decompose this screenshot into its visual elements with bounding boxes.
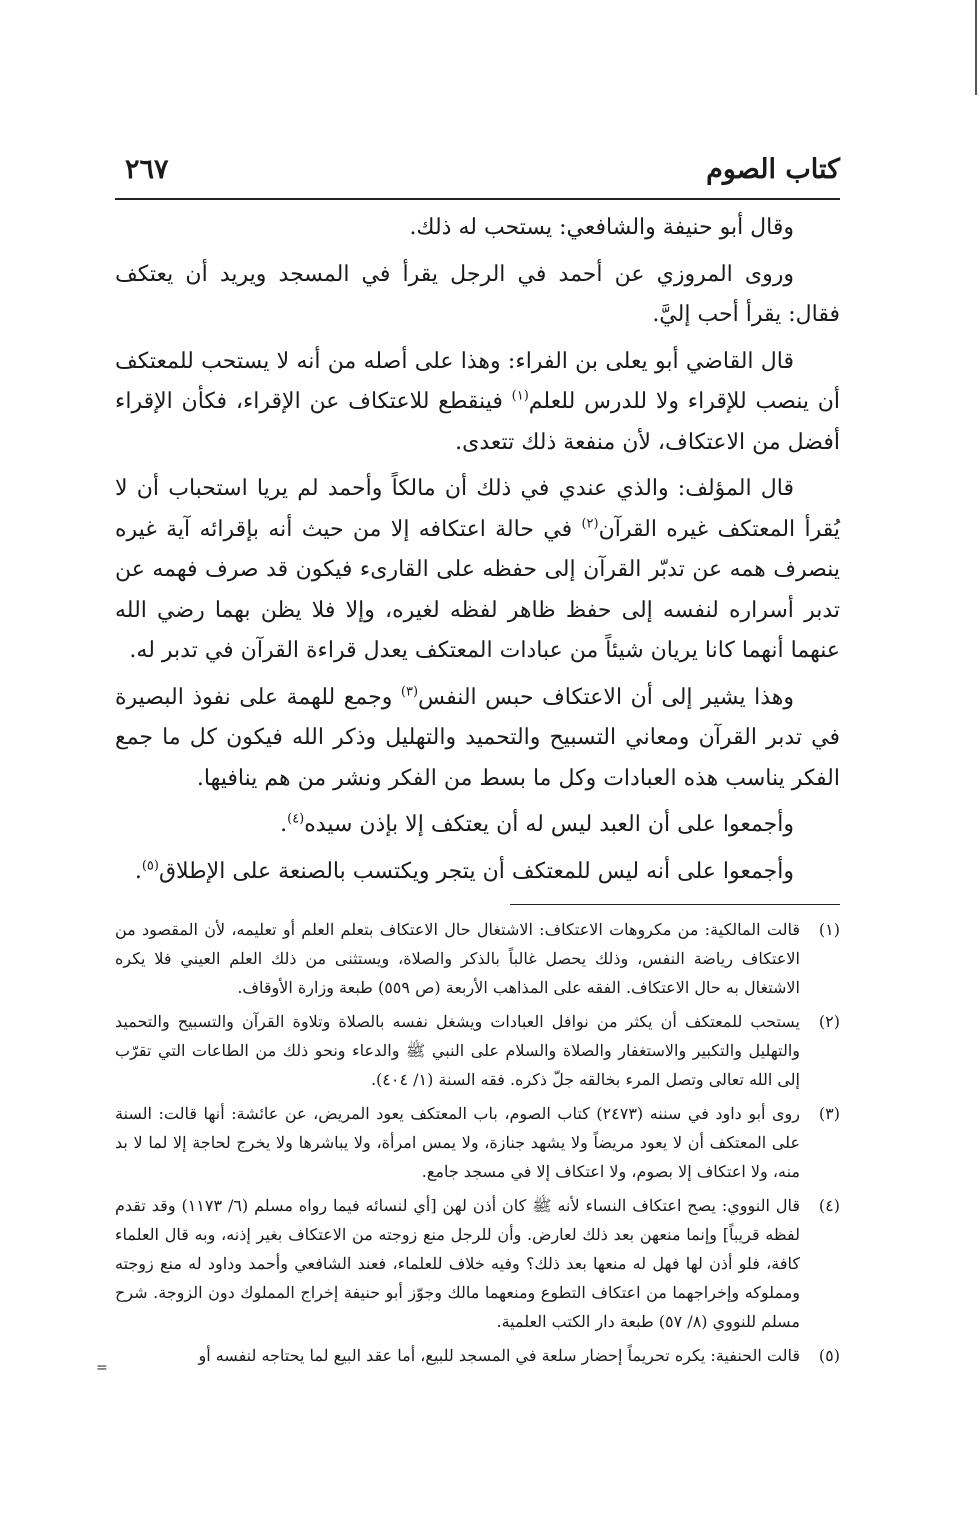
footnote-ref-4[interactable]: (٤): [287, 811, 305, 827]
footnote-separator: [510, 904, 840, 905]
footnote-text: قالت الحنفية: يكره تحريماً إحضار سلعة في المسجد للبيع، أما عقد البيع لما يحتاجه لنفسه أو: [198, 1346, 800, 1365]
running-header: [115, 150, 840, 200]
footnote-ref-3[interactable]: (٣): [400, 684, 419, 700]
footnote-number: (٣): [818, 1104, 840, 1123]
page-number: ٢٦٧: [125, 154, 169, 185]
paragraph-4: قال المؤلف: والذي عندي في ذلك أن مالكاً وأحمد لم يريا استحباب أن لا يُقرأ المعتكف غيره القرآن$^{(٢)}$ في حالة اعتكافه إلا من حيث أنه بإقرائه آية غيره ينصرف همه عن تدبّر القرآن إلى حفظه على القارىء فيكون قد صرف فهمه عن تدبر أسراره لنفسه إلى حفظ ظاهر لفظه لغيره، وإلا فلا يظن بهما رضي الله عنهما أنهما كانا يريان شيئاً من عبادات المعتكف يعدل قراءة القرآن في تدبر له.: [115, 476, 840, 663]
footnote-ref-1[interactable]: (١): [511, 388, 529, 404]
footnote-number: (١): [818, 920, 840, 939]
footnote-1: [115, 915, 840, 1002]
footnote-ref-5[interactable]: (٥): [141, 858, 159, 874]
paragraph-5: وهذا يشير إلى أن الاعتكاف حبس النفس$^{(٣)}$ وجمع للهمة على نفوذ البصيرة في تدبر القرآن ومعاني التسبيح والتحميد والتهليل وذكر الله فيكون كل ما جمع الفكر يناسب هذه العبادات وكل ما بسط من الفكر ونشر من هم ينافيها.: [115, 684, 840, 791]
footnotes: [115, 915, 840, 1370]
footnote-text: روى أبو داود في سننه (٢٤٧٣) كتاب الصوم، باب المعتكف يعود المريض، عن عائشة: أنها قالت: السنة على المعتكف أن لا يعود مريضاً ولا يشهد جنازة، ولا يمس امرأة، ولا يباشرها ولا يخرج لحاجة إلا لما لا بد منه، ولا اعتكاف إلا بصوم، ولا اعتكاف إلا في مسجد جامع.: [115, 1104, 801, 1181]
document-page: [115, 150, 840, 1375]
paragraph-6: وأجمعوا على أن العبد ليس له أن يعتكف إلا بإذن سيده$^{(٤)}$.: [280, 811, 794, 837]
paragraph-3: قال القاضي أبو يعلى بن الفراء: وهذا على أصله من أنه لا يستحب للمعتكف أن ينصب للإقراء ولا للدرس للعلم$^{(١)}$ فينقطع للاعتكاف عن الإقراء، فكأن الإقراء أفضل من الاعتكاف، لأن منفعة ذلك تتعدى.: [115, 348, 840, 455]
paragraph-2: وروى المروزي عن أحمد في الرجل يقرأ في المسجد ويريد أن يعتكف فقال: يقرأ أحب إليَّ.: [115, 261, 840, 327]
footnote-number: (٥): [818, 1346, 840, 1365]
paragraph-7: وأجمعوا على أنه ليس للمعتكف أن يتجر ويكتسب بالصنعة على الإطلاق$^{(٥)}$.: [134, 858, 794, 884]
footnote-2: [115, 1007, 840, 1094]
footnote-text: قالت المالكية: من مكروهات الاعتكاف: الاشتغال حال الاعتكاف بتعلم العلم أو تعليمه، لأن المقصود من الاعتكاف رياضة النفس، وذلك يحصل غالباً بالذكر والصلاة، ويستثنى من ذلك العلم العيني فلا يكره الاشتغال به حال الاعتكاف. الفقه على المذاهب الأربعة (ص ٥٥٩) طبعة وزارة الأوقاف.: [115, 920, 800, 997]
continuation-mark: =: [96, 1360, 108, 1376]
footnote-number: (٤): [818, 1196, 840, 1215]
footnote-4: [115, 1191, 840, 1336]
main-text: [115, 208, 840, 892]
scan-edge-line: [975, 0, 977, 95]
footnote-text: يستحب للمعتكف أن يكثر من نوافل العبادات ويشغل نفسه بالصلاة وتلاوة القرآن والتسبيح والتحميد والتهليل والتكبير والاستغفار والصلاة والسلام على النبي ﷺ والدعاء ونحو ذلك من الطاعات التي تقرّب إلى الله تعالى وتصل المرء بخالقه جلّ ذكره. فقه السنة (١/ ٤٠٤).: [115, 1012, 800, 1089]
footnote-text: قال النووي: يصح اعتكاف النساء لأنه ﷺ كان أذن لهن [أي لنسائه فيما رواه مسلم (٦/ ١١٧٣) وقد تقدم لفظه قريباً] وإنما منعهن بعد ذلك لعارض. وأن للرجل منع زوجته من الاعتكاف بغير إذنه، وبه قال العلماء كافة، فلو أذن لها فهل له منعها بعد ذلك؟ وفيه خلاف للعلماء، فعند الشافعي وأحمد وداود له منع زوجته ومملوكه وإخراجهما من اعتكاف التطوع ومنعهما مالك وجوّز أبو حنيفة إخراج المملوك دون الزوجة. شرح مسلم للنووي (٨/ ٥٧) طبعة دار الكتب العلمية.: [115, 1196, 800, 1331]
paragraph-1: وقال أبو حنيفة والشافعي: يستحب له ذلك.: [409, 215, 794, 240]
chapter-title: كتاب الصوم: [706, 154, 840, 185]
footnote-number: (٢): [818, 1012, 840, 1031]
footnote-3: [115, 1099, 840, 1186]
footnote-5: [115, 1341, 840, 1370]
footnote-ref-2[interactable]: (٢): [581, 516, 599, 532]
